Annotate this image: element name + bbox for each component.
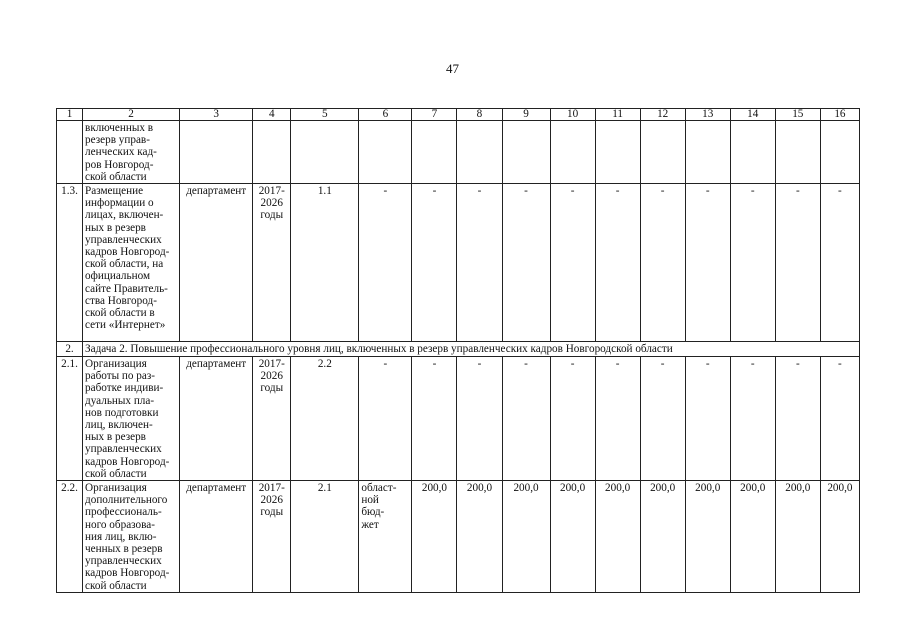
column-number-5: 5 <box>291 109 359 121</box>
cell-line: официальном <box>85 270 151 283</box>
column-number-16: 16 <box>820 109 859 121</box>
item-number: 2.2. <box>57 481 83 593</box>
cell-line: Организация <box>85 358 147 371</box>
table-body <box>57 109 860 593</box>
item-name <box>83 184 180 342</box>
cell-line: профессиональ- <box>85 506 162 519</box>
item-value-year-1: - <box>412 357 457 481</box>
item-value-year-7: - <box>685 184 730 342</box>
cell-line: ров Новгород- <box>85 158 154 171</box>
cell-line: лицах, включен- <box>85 209 164 222</box>
item-value-year-8: - <box>730 357 775 481</box>
item-period <box>253 121 291 184</box>
item-value-year-1 <box>412 121 457 184</box>
column-number-row <box>57 109 860 121</box>
item-value-year-5: 200,0 <box>595 481 640 593</box>
item-value-year-6: - <box>640 184 685 342</box>
cell-line: кадров Новгород- <box>85 455 170 468</box>
cell-line: управленческих <box>85 555 162 568</box>
column-number-7: 7 <box>412 109 457 121</box>
table-row <box>57 121 860 184</box>
item-value-year-5: - <box>595 184 640 342</box>
item-target: 2.1 <box>291 481 359 593</box>
cell-line: сети «Интернет» <box>85 319 166 332</box>
column-number-3: 3 <box>180 109 253 121</box>
item-number <box>57 121 83 184</box>
cell-line: годы <box>260 506 284 519</box>
column-number-6: 6 <box>359 109 412 121</box>
column-number-9: 9 <box>502 109 550 121</box>
item-value-year-10: 200,0 <box>820 481 859 593</box>
cell-line: област- <box>361 482 397 495</box>
item-value-year-6: - <box>640 357 685 481</box>
item-value-year-2: 200,0 <box>457 481 502 593</box>
item-value-year-5 <box>595 121 640 184</box>
item-value-year-4: - <box>550 357 595 481</box>
cell-line: ных в резерв <box>85 431 146 444</box>
item-number: 1.3. <box>57 184 83 342</box>
page-number: 47 <box>446 61 459 76</box>
cell-line: 2026 <box>260 494 283 507</box>
cell-line: ной <box>361 494 379 507</box>
column-number-4: 4 <box>253 109 291 121</box>
item-value-year-9 <box>775 121 820 184</box>
cell-line: - <box>383 358 388 371</box>
table-row <box>57 357 860 481</box>
cell-line: жет <box>361 518 379 531</box>
item-value-year-4: 200,0 <box>550 481 595 593</box>
cell-line: - <box>383 185 388 198</box>
cell-line: ленческих кад- <box>85 146 157 159</box>
item-value-year-3: 200,0 <box>502 481 550 593</box>
item-target <box>291 121 359 184</box>
table-row <box>57 184 860 342</box>
item-name <box>83 481 180 593</box>
cell-line: управленческих <box>85 233 162 246</box>
cell-line: дуальных пла- <box>85 394 155 407</box>
item-period <box>253 481 291 593</box>
item-value-year-8: 200,0 <box>730 481 775 593</box>
cell-line: ской области <box>85 170 147 183</box>
item-source <box>359 357 412 481</box>
cell-line: кадров Новгород- <box>85 567 170 580</box>
item-value-year-4 <box>550 121 595 184</box>
cell-line: ской области в <box>85 307 155 320</box>
cell-line: 2017- <box>258 358 285 371</box>
item-value-year-1: 200,0 <box>412 481 457 593</box>
cell-line: работке индиви- <box>85 382 164 395</box>
cell-line: резерв управ- <box>85 134 150 147</box>
cell-line: включенных в <box>85 122 154 134</box>
cell-line: годы <box>260 209 284 222</box>
item-name <box>83 357 180 481</box>
item-value-year-7: 200,0 <box>685 481 730 593</box>
cell-line: ных в резерв <box>85 221 146 234</box>
task-number: 2. <box>57 342 83 357</box>
cell-line: годы <box>260 382 284 395</box>
item-value-year-7 <box>685 121 730 184</box>
cell-line: ства Новгород- <box>85 294 157 307</box>
item-value-year-8: - <box>730 184 775 342</box>
cell-line: кадров Новгород- <box>85 246 170 259</box>
cell-line: работы по раз- <box>85 370 156 383</box>
item-value-year-3: - <box>502 184 550 342</box>
item-executor: департамент <box>180 481 253 593</box>
cell-line: 2017- <box>258 185 285 198</box>
item-source <box>359 184 412 342</box>
cell-line: ской области <box>85 579 147 592</box>
item-executor: департамент <box>180 357 253 481</box>
table-row <box>57 481 860 593</box>
item-value-year-3: - <box>502 357 550 481</box>
column-number-1: 1 <box>57 109 83 121</box>
column-number-11: 11 <box>595 109 640 121</box>
item-name <box>83 121 180 184</box>
task-row <box>57 342 860 357</box>
column-number-8: 8 <box>457 109 502 121</box>
item-value-year-9: 200,0 <box>775 481 820 593</box>
item-value-year-7: - <box>685 357 730 481</box>
column-number-12: 12 <box>640 109 685 121</box>
cell-line: ской области, на <box>85 258 164 271</box>
item-value-year-3 <box>502 121 550 184</box>
item-value-year-9: - <box>775 357 820 481</box>
item-period <box>253 184 291 342</box>
item-value-year-6 <box>640 121 685 184</box>
cell-line: 2026 <box>260 370 283 383</box>
cell-line: 2026 <box>260 197 283 210</box>
cell-line: 2017- <box>258 482 285 495</box>
cell-line: лиц, включен- <box>85 419 153 432</box>
item-number: 2.1. <box>57 357 83 481</box>
program-table <box>56 108 860 593</box>
item-value-year-2 <box>457 121 502 184</box>
item-executor <box>180 121 253 184</box>
task-text: Задача 2. Повышение профессионального уровня лиц, включенных в резерв управленческих кадров Новгородской области <box>83 342 860 357</box>
item-value-year-4: - <box>550 184 595 342</box>
item-target: 2.2 <box>291 357 359 481</box>
column-number-2: 2 <box>83 109 180 121</box>
item-value-year-10: - <box>820 184 859 342</box>
item-source <box>359 121 412 184</box>
cell-line: бюд- <box>361 506 385 519</box>
column-number-10: 10 <box>550 109 595 121</box>
cell-line: ченных в резерв <box>85 543 163 556</box>
cell-line: ного образова- <box>85 518 155 531</box>
cell-line: управленческих <box>85 443 162 456</box>
cell-line: информации о <box>85 197 154 210</box>
item-value-year-10 <box>820 121 859 184</box>
item-target: 1.1 <box>291 184 359 342</box>
cell-line: ния лиц, вклю- <box>85 530 157 543</box>
item-value-year-8 <box>730 121 775 184</box>
cell-line: нов подготовки <box>85 406 159 419</box>
cell-line: сайте Правитель- <box>85 282 168 295</box>
item-value-year-2: - <box>457 184 502 342</box>
item-period <box>253 357 291 481</box>
column-number-13: 13 <box>685 109 730 121</box>
item-value-year-6: 200,0 <box>640 481 685 593</box>
cell-line: Организация <box>85 482 147 495</box>
column-number-14: 14 <box>730 109 775 121</box>
item-value-year-5: - <box>595 357 640 481</box>
item-executor: департамент <box>180 184 253 342</box>
item-value-year-1: - <box>412 184 457 342</box>
item-value-year-2: - <box>457 357 502 481</box>
item-value-year-9: - <box>775 184 820 342</box>
column-number-15: 15 <box>775 109 820 121</box>
item-value-year-10: - <box>820 357 859 481</box>
cell-line: дополнительного <box>85 494 168 507</box>
cell-line: ской области <box>85 467 147 480</box>
item-source <box>359 481 412 593</box>
cell-line: Размещение <box>85 185 144 198</box>
